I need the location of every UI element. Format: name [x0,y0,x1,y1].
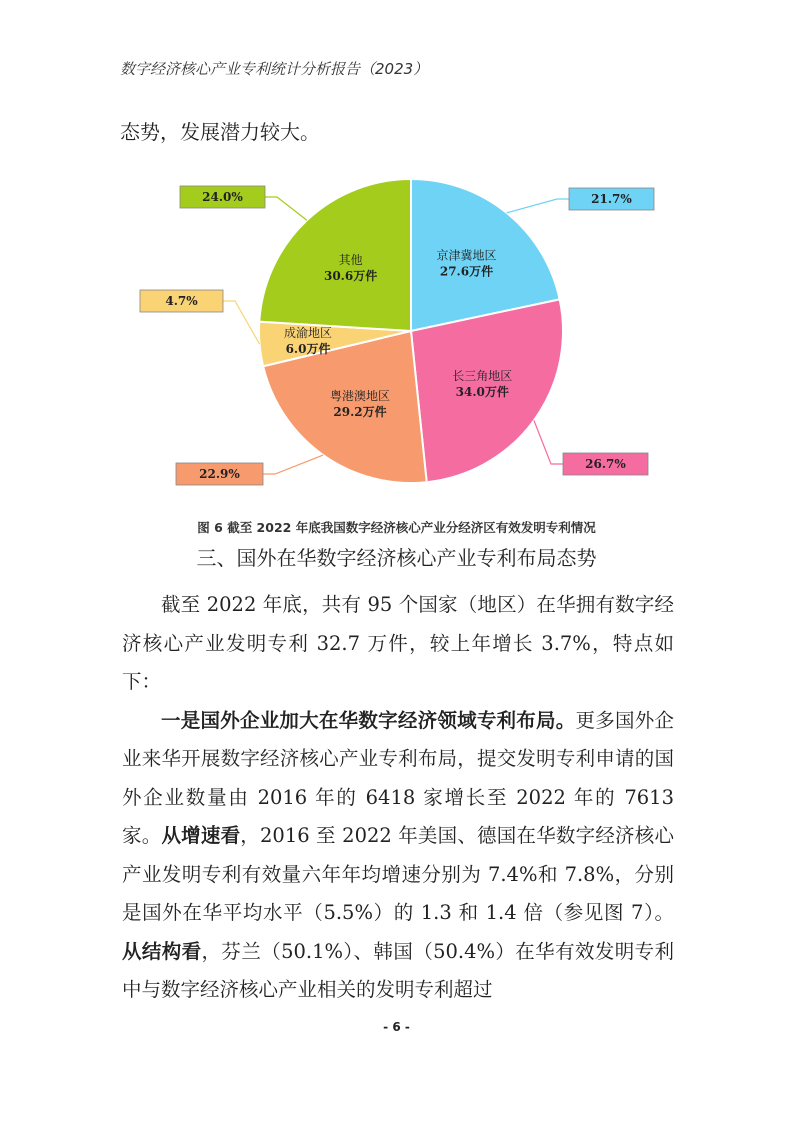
percent-label: 4.7% [165,294,198,308]
continued-text: 态势，发展潜力较大。 [120,120,320,144]
leader-line [534,420,563,464]
running-header: 数字经济核心产业专利统计分析报告（2023） [120,60,429,78]
slice-region-label: 长三角地区 [452,368,513,383]
leader-line [507,199,569,213]
pie-chart [120,168,680,508]
slice-region-label: 粤港澳地区 [330,388,391,403]
paragraph-text: ，芬兰（50.1%）、韩国（50.4%）在华有效发明专利中与数字经济核心产业相关的发明专利超过 [122,939,674,1001]
slice-amount-label: 30.6万件 [323,268,378,283]
leader-line [223,301,260,344]
percent-label: 26.7% [585,457,626,471]
paragraph-1: 截至 2022 年底，共有 95 个国家（地区）在华拥有数字经济核心产业发明专利 32.7 万件，较上年增长 3.7%，特点如下： [122,593,674,693]
bold-lead: 从结构看 [122,939,202,963]
slice-region-label: 京津冀地区 [436,248,497,263]
leader-line [263,455,323,474]
paragraph-2 [122,702,674,1010]
slice-amount-label: 27.6万件 [439,264,494,279]
bold-lead: 一是国外企业加大在华数字经济领域专利布局。 [161,708,576,732]
paragraph-text: 更多国外企业来华开展数字经济核心产业专利布局，提交发明专利申请的国外企业数量由 2016 年的 6418 家增长至 2022 年的 7613 家。 [122,708,674,847]
slice-region-label: 成渝地区 [284,325,333,340]
pie-slice [259,179,411,331]
paragraph-text: ，2016 至 2022 年美国、德国在华数字经济核心产业发明专利有效量六年年均增速分别为 7.4%和 7.8%，分别是国外在华平均水平（5.5%）的 1.3 和 1.4 倍（参见图 7）。 [122,824,674,924]
figure-caption: 图 6 截至 2022 年底我国数字经济核心产业分经济区有效发明专利情况 [197,520,596,535]
percent-label: 22.9% [199,467,240,481]
section-title: 三、国外在华数字经济核心产业专利布局态势 [196,546,597,570]
body-text [122,586,674,1010]
page-number: - 6 - [383,1020,410,1034]
slice-amount-label: 34.0万件 [455,384,509,399]
percent-label: 24.0% [202,190,243,204]
slice-amount-label: 29.2万件 [333,404,387,419]
slice-region-label: 其他 [338,252,363,267]
percent-label: 21.7% [591,192,632,206]
slice-amount-label: 6.0万件 [285,341,331,356]
bold-lead: 从增速看 [161,824,241,847]
leader-line [265,197,307,220]
